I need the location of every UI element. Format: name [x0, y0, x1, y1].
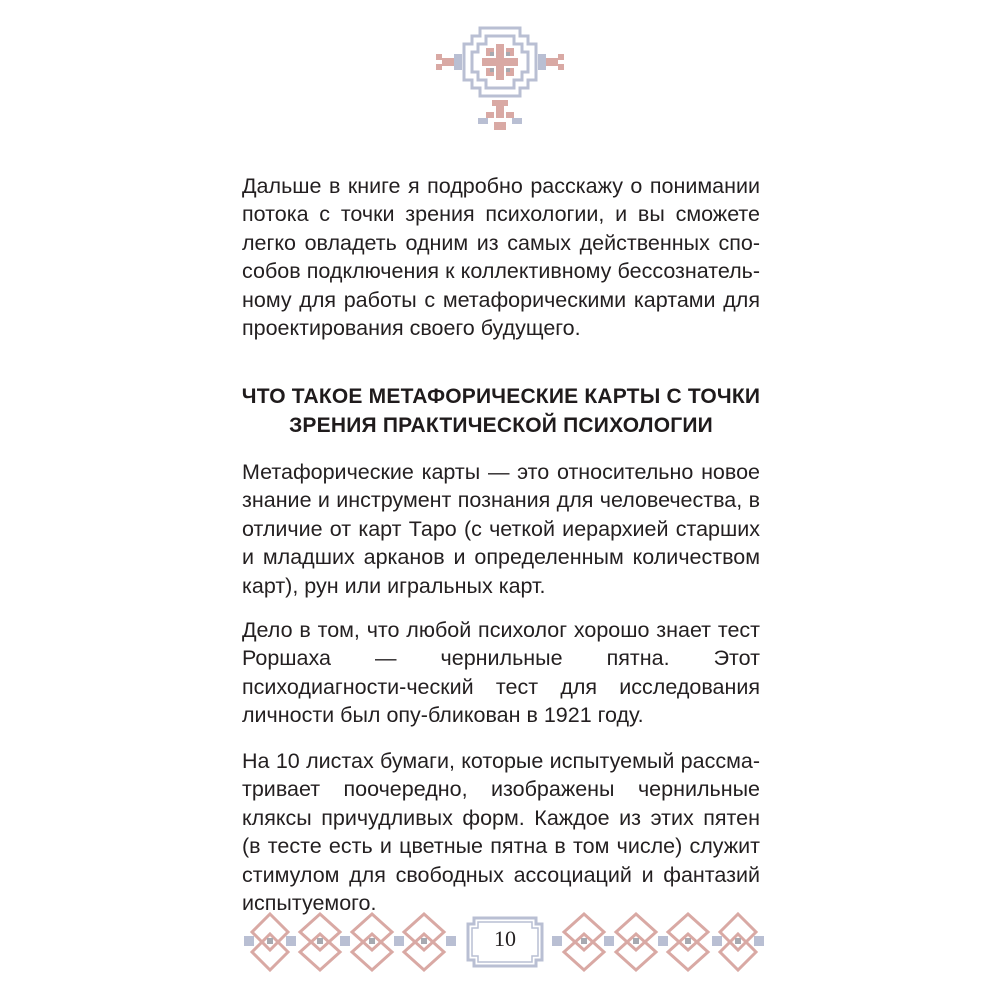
page-number: 10 [494, 926, 516, 951]
folk-border-ornament-icon [240, 906, 460, 976]
section-heading-line: ЗРЕНИЯ ПРАКТИЧЕСКОЙ ПСИХОЛОГИИ [289, 414, 713, 437]
paragraph: На 10 листах бумаги, которые испытуемый рассма-тривает поочередно, изображены чернильные кляксы причудливых форм. Каждое из этих пятен (в тесте есть и цветные пятна в том числе) служит стимулом для свободных ассоциаций и фантазий испытуемого. [242, 749, 760, 916]
paragraph: Метафорические карты — это относительно новое знание и инструмент познания для человечества, в отличие от карт Таро (с четкой иерархией старших и младших арканов и определенным количеством карт), рун или игральных карт. [242, 460, 760, 598]
paragraph: Дальше в книге я подробно расскажу о понимании потока с точки зрения психологии, и вы сможете легко овладеть одним из самых действенных спо-собов подключения к коллективному бессознатель-ному для работы с метафорическими картами для проектирования своего будущего. [242, 174, 760, 341]
folk-border-ornament-icon [548, 906, 768, 976]
folk-cross-ornament-icon [434, 24, 566, 136]
paragraph: Дело в том, что любой психолог хорошо знает тест Роршаха — чернильные пятна. Этот психодиагности-ческий тест для исследования личности был опу-бликован в 1921 году. [242, 618, 760, 728]
section-heading-line: ЧТО ТАКОЕ МЕТАФОРИЧЕСКИЕ КАРТЫ С ТОЧКИ [241, 385, 761, 408]
section-heading [232, 382, 770, 440]
